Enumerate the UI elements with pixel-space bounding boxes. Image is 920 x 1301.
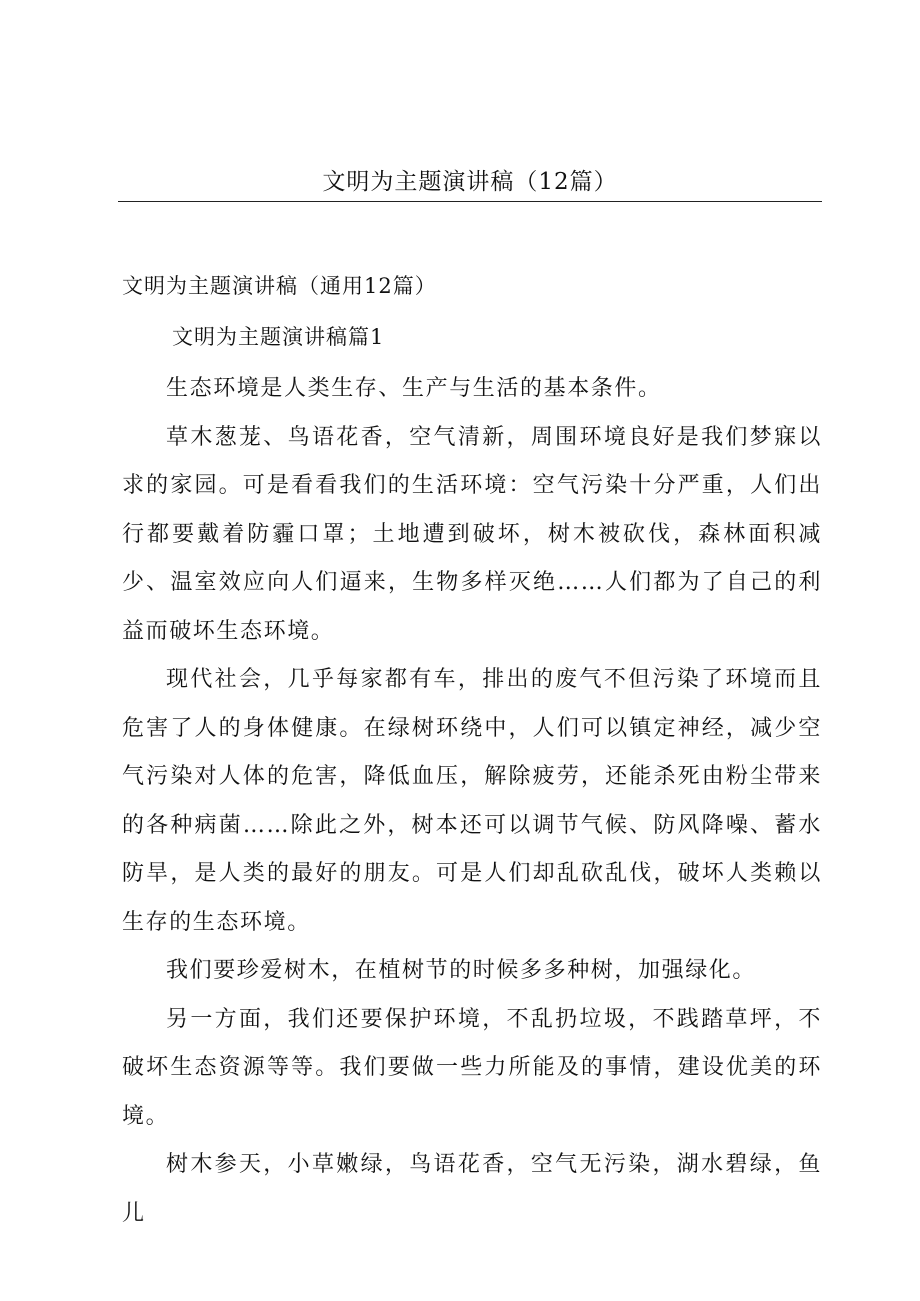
document-title: 文明为主题演讲稿（12篇） (322, 169, 618, 195)
paragraph-5: 另一方面，我们还要保护环境，不乱扔垃圾，不践踏草坪，不破坏生态资源等等。我们要做一些力所能及的事情，建设优美的环境。 (122, 1006, 822, 1129)
paragraph-6: 树木参天，小草嫩绿，鸟语花香，空气无污染，湖水碧绿，鱼儿 (122, 1152, 822, 1226)
section-heading: 文明为主题演讲稿篇1 (172, 325, 385, 349)
paragraph-1: 生态环境是人类生存、生产与生活的基本条件。 (166, 376, 662, 401)
body-text (122, 365, 822, 1238)
paragraph-4: 我们要珍爱树木，在植树节的时候多多种树，加强绿化。 (166, 958, 757, 983)
title-underline (118, 201, 822, 202)
document-subtitle: 文明为主题演讲稿（通用12篇） (122, 274, 437, 298)
paragraph-2: 草木葱茏、鸟语花香，空气清新，周围环境良好是我们梦寐以求的家园。可是看看我们的生活环境：空气污染十分严重，人们出行都要戴着防霾口罩；土地遭到破坏，树木被砍伐，森林面积减少、温室效应向人们逼来，生物多样灭绝……人们都为了自己的利益而破坏生态环境。 (122, 424, 822, 644)
paragraph-3: 现代社会，几乎每家都有车，排出的废气不但污染了环境而且危害了人的身体健康。在绿树环绕中，人们可以镇定神经，减少空气污染对人体的危害，降低血压，解除疲劳，还能杀死由粉尘带来的各种病菌……除此之外，树本还可以调节气候、防风降噪、蓄水防旱，是人类的最好的朋友。可是人们却乱砍乱伐，破坏人类赖以生存的生态环境。 (122, 667, 822, 935)
